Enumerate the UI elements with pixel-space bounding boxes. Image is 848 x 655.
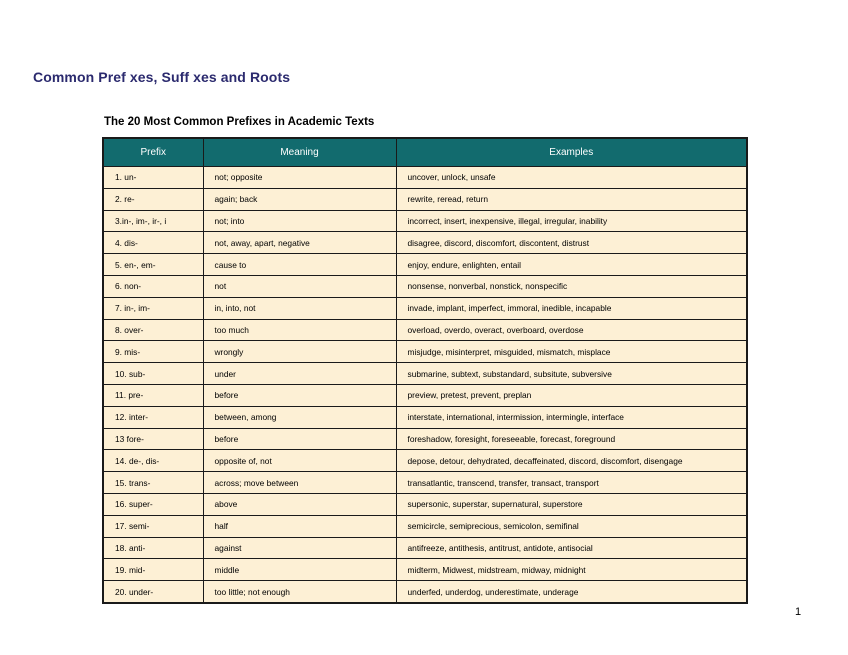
- prefix-cell: 11. pre-: [103, 384, 203, 406]
- examples-cell: antifreeze, antithesis, antitrust, antidote, antisocial: [396, 537, 747, 559]
- table-row: [103, 515, 747, 537]
- examples-cell: midterm, Midwest, midstream, midway, midnight: [396, 559, 747, 581]
- meaning-cell: half: [203, 515, 396, 537]
- prefix-cell: 12. inter-: [103, 406, 203, 428]
- prefix-cell: 6. non-: [103, 275, 203, 297]
- table-row: [103, 319, 747, 341]
- meaning-cell: not; into: [203, 210, 396, 232]
- table-row: [103, 188, 747, 210]
- prefix-cell: 20. under-: [103, 581, 203, 603]
- meaning-cell: in, into, not: [203, 297, 396, 319]
- table-row: [103, 232, 747, 254]
- table-row: [103, 472, 747, 494]
- examples-cell: misjudge, misinterpret, misguided, mismatch, misplace: [396, 341, 747, 363]
- examples-cell: semicircle, semiprecious, semicolon, semifinal: [396, 515, 747, 537]
- table-body: [103, 167, 747, 603]
- table-row: [103, 363, 747, 385]
- examples-cell: rewrite, reread, return: [396, 188, 747, 210]
- prefix-cell: 17. semi-: [103, 515, 203, 537]
- table-row: [103, 559, 747, 581]
- meaning-cell: not; opposite: [203, 167, 396, 189]
- prefix-cell: 10. sub-: [103, 363, 203, 385]
- examples-cell: nonsense, nonverbal, nonstick, nonspecific: [396, 275, 747, 297]
- examples-cell: depose, detour, dehydrated, decaffeinated, discord, discomfort, disengage: [396, 450, 747, 472]
- meaning-cell: before: [203, 384, 396, 406]
- examples-cell: underfed, underdog, underestimate, underage: [396, 581, 747, 603]
- examples-cell: foreshadow, foresight, foreseeable, forecast, foreground: [396, 428, 747, 450]
- header-prefix: Prefix: [103, 138, 203, 167]
- meaning-cell: too little; not enough: [203, 581, 396, 603]
- table-row: [103, 406, 747, 428]
- table-row: [103, 210, 747, 232]
- meaning-cell: not: [203, 275, 396, 297]
- prefix-cell: 14. de-, dis-: [103, 450, 203, 472]
- prefix-cell: 7. in-, im-: [103, 297, 203, 319]
- meaning-cell: too much: [203, 319, 396, 341]
- table-row: [103, 254, 747, 276]
- examples-cell: supersonic, superstar, supernatural, superstore: [396, 493, 747, 515]
- table-row: [103, 537, 747, 559]
- prefix-cell: 15. trans-: [103, 472, 203, 494]
- header-examples: Examples: [396, 138, 747, 167]
- prefix-cell: 19. mid-: [103, 559, 203, 581]
- examples-cell: overload, overdo, overact, overboard, overdose: [396, 319, 747, 341]
- prefix-cell: 16. super-: [103, 493, 203, 515]
- header-meaning: Meaning: [203, 138, 396, 167]
- examples-cell: interstate, international, intermission, intermingle, interface: [396, 406, 747, 428]
- meaning-cell: again; back: [203, 188, 396, 210]
- examples-cell: invade, implant, imperfect, immoral, inedible, incapable: [396, 297, 747, 319]
- meaning-cell: across; move between: [203, 472, 396, 494]
- prefix-cell: 2. re-: [103, 188, 203, 210]
- table-row: [103, 493, 747, 515]
- meaning-cell: middle: [203, 559, 396, 581]
- examples-cell: preview, pretest, prevent, preplan: [396, 384, 747, 406]
- table-row: [103, 428, 747, 450]
- examples-cell: uncover, unlock, unsafe: [396, 167, 747, 189]
- prefix-cell: 18. anti-: [103, 537, 203, 559]
- prefix-cell: 4. dis-: [103, 232, 203, 254]
- prefix-cell: 5. en-, em-: [103, 254, 203, 276]
- meaning-cell: under: [203, 363, 396, 385]
- meaning-cell: against: [203, 537, 396, 559]
- meaning-cell: wrongly: [203, 341, 396, 363]
- table-row: [103, 297, 747, 319]
- meaning-cell: opposite of, not: [203, 450, 396, 472]
- table-row: [103, 167, 747, 189]
- examples-cell: submarine, subtext, substandard, subsitute, subversive: [396, 363, 747, 385]
- page-number: 1: [795, 606, 802, 618]
- document-title: Common Pref xes, Suff xes and Roots: [33, 69, 291, 85]
- table-header-row: [103, 138, 747, 167]
- meaning-cell: not, away, apart, negative: [203, 232, 396, 254]
- meaning-cell: before: [203, 428, 396, 450]
- prefix-table: [102, 137, 748, 604]
- table-caption: The 20 Most Common Prefixes in Academic Texts: [104, 116, 375, 128]
- prefix-cell: 13 fore-: [103, 428, 203, 450]
- prefix-cell: 9. mis-: [103, 341, 203, 363]
- table-row: [103, 581, 747, 603]
- prefix-cell: 1. un-: [103, 167, 203, 189]
- examples-cell: disagree, discord, discomfort, discontent, distrust: [396, 232, 747, 254]
- table-row: [103, 275, 747, 297]
- prefix-cell: 8. over-: [103, 319, 203, 341]
- examples-cell: transatlantic, transcend, transfer, transact, transport: [396, 472, 747, 494]
- meaning-cell: above: [203, 493, 396, 515]
- meaning-cell: between, among: [203, 406, 396, 428]
- table-row: [103, 450, 747, 472]
- table-row: [103, 341, 747, 363]
- table-row: [103, 384, 747, 406]
- examples-cell: enjoy, endure, enlighten, entail: [396, 254, 747, 276]
- examples-cell: incorrect, insert, inexpensive, illegal, irregular, inability: [396, 210, 747, 232]
- prefix-cell: 3.in-, im-, ir-, i: [103, 210, 203, 232]
- meaning-cell: cause to: [203, 254, 396, 276]
